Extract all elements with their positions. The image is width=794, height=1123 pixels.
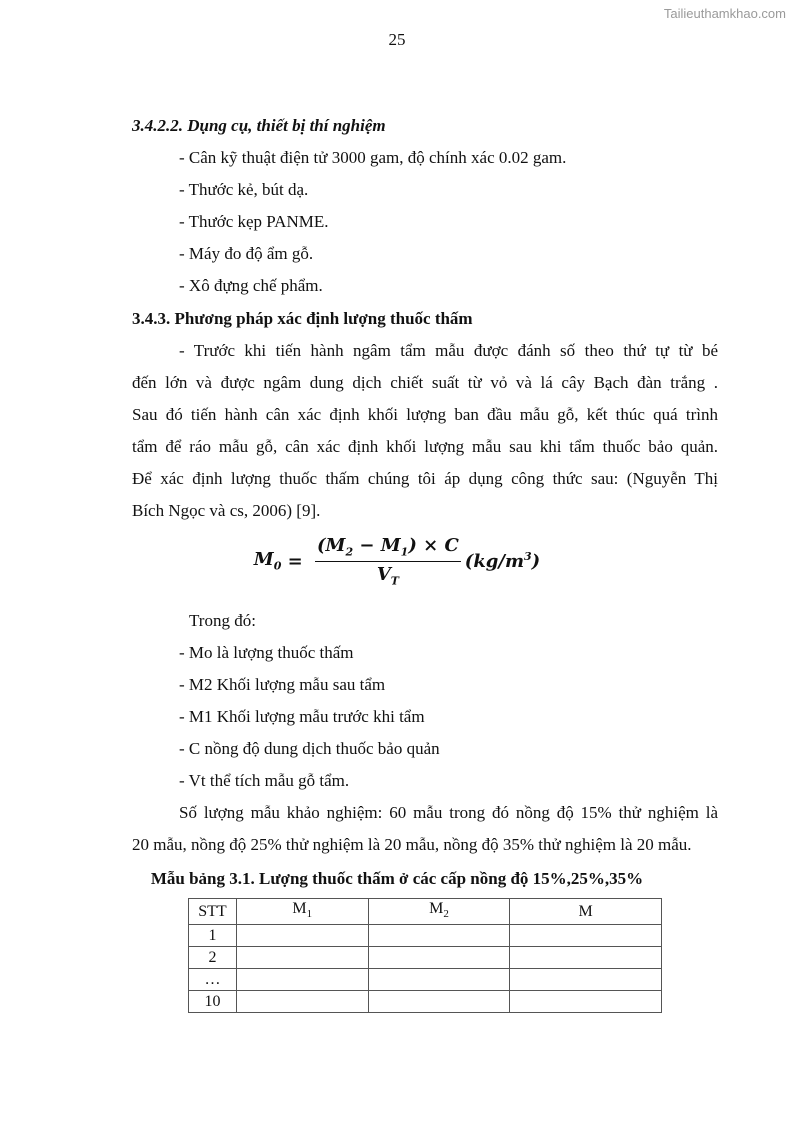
cell-stt: 1 [189, 925, 237, 947]
paragraph-line: Bích Ngọc và cs, 2006) [9]. [132, 501, 321, 520]
formula-lhs: $M_0$ [253, 549, 282, 573]
table-row [189, 947, 662, 969]
cell-m [510, 991, 662, 1013]
equipment-item: - Thước kẻ, bút dạ. [179, 180, 309, 199]
header-m1: $M_1$ [236, 899, 368, 925]
formula-numerator: $(M_2 - M_1) \times C$ [315, 535, 461, 562]
table-row [189, 969, 662, 991]
paragraph-line: Để xác định lượng thuốc thấm chúng tôi áp dụng công thức sau: (Nguyễn Thị [132, 469, 718, 488]
watermark: Tailieuthamkhao.com [663, 6, 786, 21]
cell-m2 [368, 969, 510, 991]
cell-m [510, 947, 662, 969]
definition-item: - C nồng độ dung dịch thuốc bảo quản [179, 739, 440, 758]
data-table [188, 898, 662, 1013]
formula-denominator: $V_T$ [376, 563, 399, 588]
table-row [189, 991, 662, 1013]
paragraph-line: tẩm để ráo mẫu gỗ, cân xác định khối lượng mẫu sau khi tẩm thuốc bảo quản. [132, 437, 718, 456]
cell-stt: 10 [189, 991, 237, 1013]
definition-item: - M2 Khối lượng mẫu sau tẩm [179, 675, 386, 694]
header-m2: $M_2$ [368, 899, 510, 925]
formula-equals: = [281, 550, 310, 572]
cell-m2 [368, 991, 510, 1013]
paragraph-line: - Trước khi tiến hành ngâm tẩm mẫu được đánh số theo thứ tự từ bé [179, 341, 718, 360]
table-caption: Mẫu bảng 3.1. Lượng thuốc thấm ở các cấp nồng độ 15%,25%,35% [150, 869, 644, 888]
cell-m1 [236, 969, 368, 991]
header-stt: STT [189, 899, 237, 925]
equipment-item: - Máy đo độ ẩm gỗ. [179, 244, 314, 263]
cell-m [510, 969, 662, 991]
equipment-item: - Xô đựng chế phẩm. [179, 276, 323, 295]
formula-unit: $(kg/m^3)$ [464, 550, 541, 572]
paragraph-line: Số lượng mẫu khảo nghiệm: 60 mẫu trong đó nồng độ 15% thử nghiệm là [179, 803, 718, 822]
cell-m1 [236, 925, 368, 947]
table-row [189, 925, 662, 947]
paragraph-line: đến lớn và được ngâm dung dịch chiết suất từ vỏ và lá cây Bạch đàn trắng . [132, 373, 718, 392]
definition-item: - Vt thể tích mẫu gỗ tẩm. [179, 771, 350, 790]
paragraph-line: Sau đó tiến hành cân xác định khối lượng ban đầu mẫu gỗ, kết thúc quá trình [132, 405, 718, 424]
heading-3-4-3: 3.4.3. Phương pháp xác định lượng thuốc thấm [132, 309, 473, 328]
definition-item: - Mo là lượng thuốc thấm [179, 643, 354, 662]
equipment-item: - Cân kỹ thuật điện tử 3000 gam, độ chính xác 0.02 gam. [179, 148, 567, 167]
cell-stt: … [189, 969, 237, 991]
cell-m2 [368, 925, 510, 947]
definition-item: - M1 Khối lượng mẫu trước khi tẩm [179, 707, 425, 726]
header-m: M [510, 899, 662, 925]
cell-m2 [368, 947, 510, 969]
table-header-row [189, 899, 662, 925]
cell-stt: 2 [189, 947, 237, 969]
formula [0, 530, 794, 592]
formula-fraction [315, 535, 461, 587]
heading-3-4-2-2: 3.4.2.2. Dụng cụ, thiết bị thí nghiệm [132, 116, 386, 135]
cell-m1 [236, 991, 368, 1013]
paragraph-line: 20 mẫu, nồng độ 25% thử nghiệm là 20 mẫu, nồng độ 35% thử nghiệm là 20 mẫu. [132, 835, 692, 854]
cell-m [510, 925, 662, 947]
cell-m1 [236, 947, 368, 969]
equipment-item: - Thước kẹp PANME. [179, 212, 329, 231]
where-label: Trong đó: [189, 611, 256, 630]
page-number: 25 [388, 30, 406, 49]
